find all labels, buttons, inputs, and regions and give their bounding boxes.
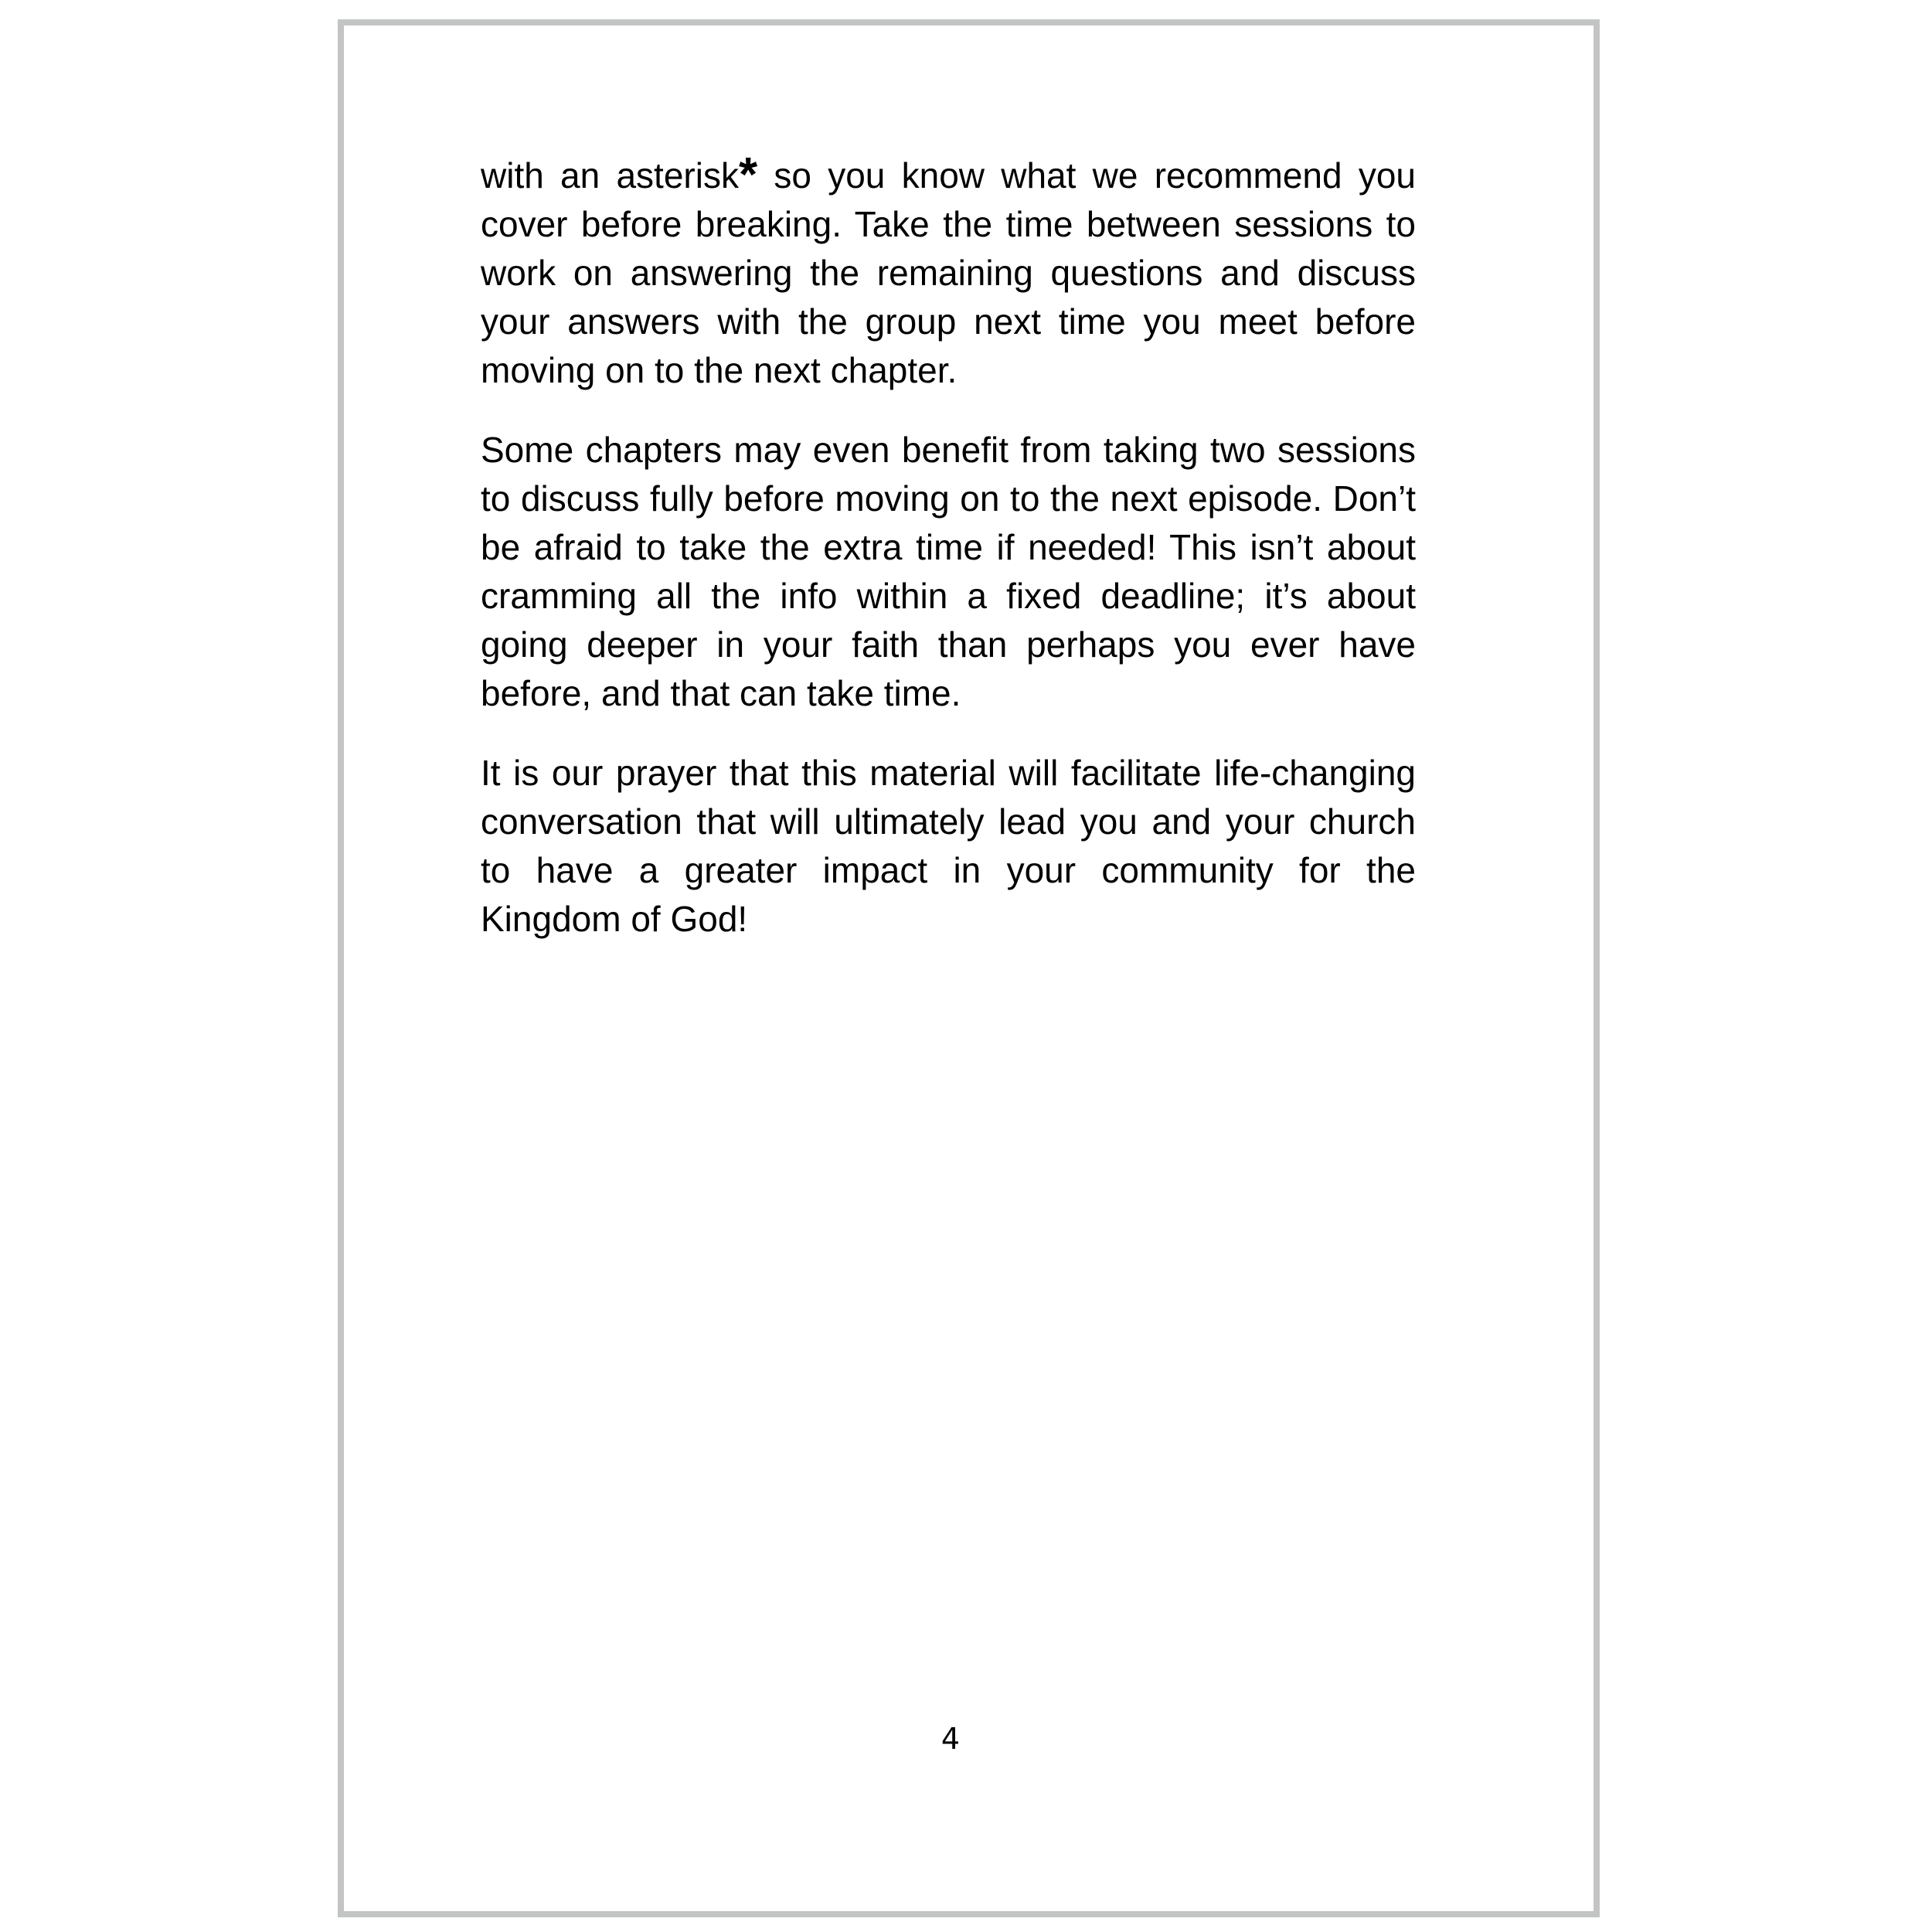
page-number: 4 [940,1722,961,1756]
paragraph-1-rest: so you know what we recommend you cover before breaking. Take the time between sessions to work on answering the remaining questions and discuss your answers with the group next time you meet before moving on to the next chapter. [481,155,1417,390]
paragraph-1-start: with an asterisk [481,155,739,196]
paragraph-1 [481,148,1417,395]
paragraph-2: Some chapters may even benefit from taking two sessions to discuss fully before moving on to the next episode. Don’t be afraid to take the extra time if needed! This isn’t about cramming all the info within a fixed deadline; it’s about going deeper in your faith than perhaps you ever have before, and that can take time. [481,430,1416,713]
asterisk-mark: * [738,148,758,202]
paragraph-3: It is our prayer that this material will facilitate life-changing conversation that will ultimately lead you and your church to have a greater impact in your community for the Kingdom of God! [481,753,1416,939]
body-text [481,148,1417,975]
